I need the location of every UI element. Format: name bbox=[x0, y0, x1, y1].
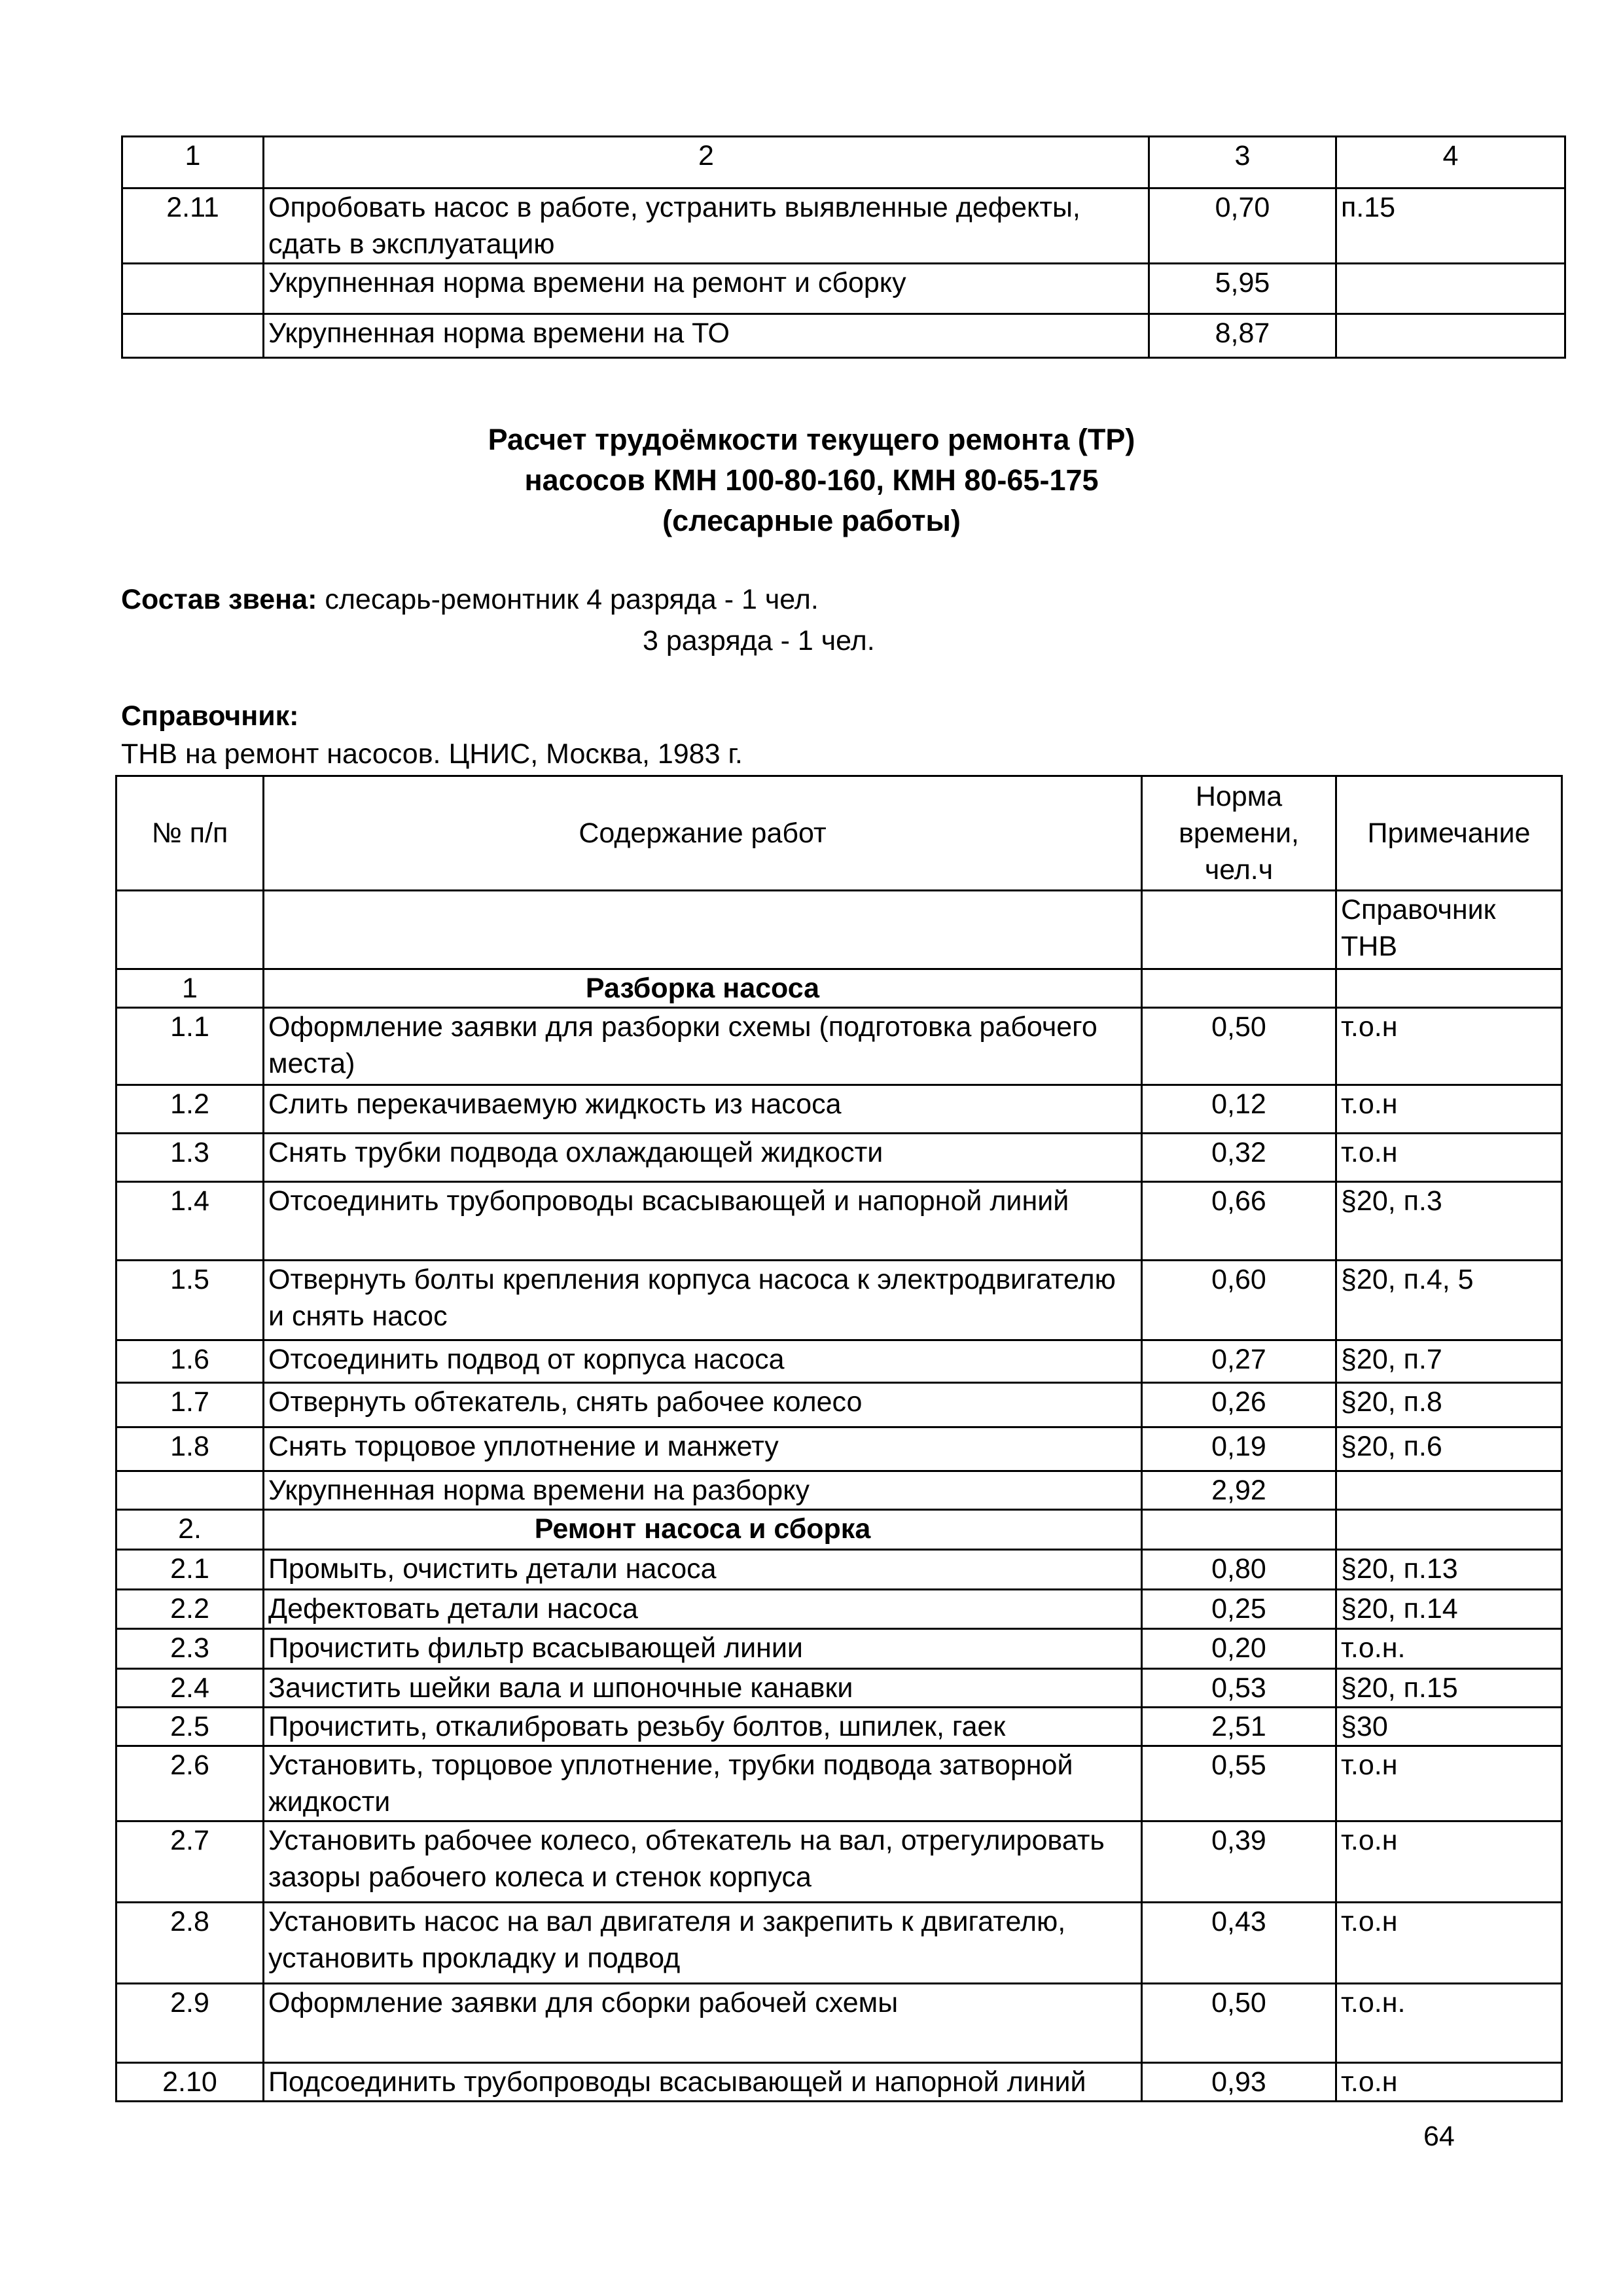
row-number: 1.6 bbox=[116, 1340, 264, 1383]
row-note: §20, п.7 bbox=[1336, 1340, 1562, 1383]
row-note: т.о.н bbox=[1336, 1746, 1562, 1821]
table-row bbox=[116, 1471, 1562, 1510]
page-number: 64 bbox=[1423, 2121, 1455, 2152]
row-number: 2.5 bbox=[116, 1708, 264, 1746]
reference-text: ТНВ на ремонт насосов. ЦНИС, Москва, 1983 г. bbox=[121, 738, 743, 770]
row-norm: 0,12 bbox=[1142, 1085, 1336, 1134]
row-note: т.о.н. bbox=[1336, 1629, 1562, 1669]
row-text: Оформление заявки для разборки схемы (подготовка рабочего места) bbox=[264, 1008, 1142, 1085]
table-row bbox=[116, 1550, 1562, 1590]
row-note bbox=[1336, 264, 1565, 314]
row-note: §20, п.4, 5 bbox=[1336, 1261, 1562, 1340]
row-note: т.о.н. bbox=[1336, 1984, 1562, 2063]
table-row bbox=[116, 1383, 1562, 1427]
row-number bbox=[122, 264, 264, 314]
row-note: §20, п.15 bbox=[1336, 1669, 1562, 1708]
table-row bbox=[116, 1261, 1562, 1340]
row-note bbox=[1336, 1510, 1562, 1550]
row-note: т.о.н bbox=[1336, 1821, 1562, 1903]
column-number: 2 bbox=[264, 137, 1149, 188]
row-text: Дефектовать детали насоса bbox=[264, 1590, 1142, 1629]
row-note: т.о.н bbox=[1336, 1085, 1562, 1134]
row-number: 1.8 bbox=[116, 1427, 264, 1471]
table-row bbox=[116, 1340, 1562, 1383]
row-text: Разборка насоса bbox=[264, 969, 1142, 1008]
header-norm: Норма времени, чел.ч bbox=[1142, 776, 1336, 891]
table-row bbox=[116, 1984, 1562, 2063]
table-subheader-row bbox=[116, 891, 1562, 969]
row-note bbox=[1336, 1471, 1562, 1510]
row-text: Снять торцовое уплотнение и манжету bbox=[264, 1427, 1142, 1471]
row-number: 2.11 bbox=[122, 188, 264, 264]
table-row bbox=[122, 188, 1565, 264]
column-number: 3 bbox=[1149, 137, 1336, 188]
crew-label: Состав звена: bbox=[121, 584, 317, 615]
row-norm: 0,60 bbox=[1142, 1261, 1336, 1340]
row-number: 1.7 bbox=[116, 1383, 264, 1427]
table-row bbox=[122, 264, 1565, 314]
table-row bbox=[116, 1746, 1562, 1821]
row-text: Промыть, очистить детали насоса bbox=[264, 1550, 1142, 1590]
row-number: 2.3 bbox=[116, 1629, 264, 1669]
empty-cell bbox=[1142, 891, 1336, 969]
page-title-line-3: (слесарные работы) bbox=[662, 504, 961, 537]
header-note: Примечание bbox=[1336, 776, 1562, 891]
row-norm: 0,93 bbox=[1142, 2063, 1336, 2102]
row-number: 1.1 bbox=[116, 1008, 264, 1085]
empty-cell bbox=[264, 891, 1142, 969]
table-row bbox=[116, 2063, 1562, 2102]
row-text: Оформление заявки для сборки рабочей схемы bbox=[264, 1984, 1142, 2063]
row-text: Зачистить шейки вала и шпоночные канавки bbox=[264, 1669, 1142, 1708]
row-text: Прочистить, откалибровать резьбу болтов, шпилек, гаек bbox=[264, 1708, 1142, 1746]
row-number bbox=[122, 314, 264, 358]
row-number: 2. bbox=[116, 1510, 264, 1550]
row-number: 1.2 bbox=[116, 1085, 264, 1134]
top-table bbox=[121, 135, 1566, 359]
row-norm: 8,87 bbox=[1149, 314, 1336, 358]
row-norm: 0,50 bbox=[1142, 1008, 1336, 1085]
row-norm: 0,32 bbox=[1142, 1134, 1336, 1182]
row-norm: 0,20 bbox=[1142, 1629, 1336, 1669]
table-header-row bbox=[122, 137, 1565, 188]
row-note: §20, п.3 bbox=[1336, 1182, 1562, 1261]
row-norm: 0,50 bbox=[1142, 1984, 1336, 2063]
row-note bbox=[1336, 314, 1565, 358]
row-text: Укрупненная норма времени на разборку bbox=[264, 1471, 1142, 1510]
row-text: Установить рабочее колесо, обтекатель на вал, отрегулировать зазоры рабочего колеса и стенок корпуса bbox=[264, 1821, 1142, 1903]
column-number: 4 bbox=[1336, 137, 1565, 188]
row-number: 2.7 bbox=[116, 1821, 264, 1903]
row-text: Слить перекачиваемую жидкость из насоса bbox=[264, 1085, 1142, 1134]
row-note: п.15 bbox=[1336, 188, 1565, 264]
row-number: 2.9 bbox=[116, 1984, 264, 2063]
row-note: т.о.н bbox=[1336, 1903, 1562, 1984]
column-number: 1 bbox=[122, 137, 264, 188]
row-norm: 0,19 bbox=[1142, 1427, 1336, 1471]
row-norm: 0,39 bbox=[1142, 1821, 1336, 1903]
row-norm: 2,51 bbox=[1142, 1708, 1336, 1746]
crew-line bbox=[121, 584, 819, 616]
row-norm bbox=[1142, 1510, 1336, 1550]
row-text: Опробовать насос в работе, устранить выявленные дефекты, сдать в эксплуатацию bbox=[264, 188, 1149, 264]
row-norm: 0,25 bbox=[1142, 1590, 1336, 1629]
table-row bbox=[116, 1182, 1562, 1261]
row-number: 2.4 bbox=[116, 1669, 264, 1708]
reference-label: Справочник: bbox=[121, 700, 299, 732]
row-norm: 0,43 bbox=[1142, 1903, 1336, 1984]
row-note bbox=[1336, 969, 1562, 1008]
header-number: № п/п bbox=[116, 776, 264, 891]
row-text: Установить насос на вал двигателя и закрепить к двигателю, установить прокладку и подвод bbox=[264, 1903, 1142, 1984]
row-note: §30 bbox=[1336, 1708, 1562, 1746]
crew-line-1: слесарь-ремонтник 4 разряда - 1 чел. bbox=[325, 584, 819, 615]
row-text: Установить, торцовое уплотнение, трубки подвода затворной жидкости bbox=[264, 1746, 1142, 1821]
row-norm bbox=[1142, 969, 1336, 1008]
row-note: §20, п.14 bbox=[1336, 1590, 1562, 1629]
row-text: Отсоединить трубопроводы всасывающей и напорной линий bbox=[264, 1182, 1142, 1261]
row-number: 1.4 bbox=[116, 1182, 264, 1261]
table-row bbox=[116, 1590, 1562, 1629]
row-norm: 0,27 bbox=[1142, 1340, 1336, 1383]
row-text: Отсоединить подвод от корпуса насоса bbox=[264, 1340, 1142, 1383]
row-norm: 0,55 bbox=[1142, 1746, 1336, 1821]
row-note: т.о.н bbox=[1336, 1134, 1562, 1182]
row-number: 2.2 bbox=[116, 1590, 264, 1629]
table-row bbox=[116, 1669, 1562, 1708]
row-text: Отвернуть обтекатель, снять рабочее колесо bbox=[264, 1383, 1142, 1427]
table-header-row bbox=[116, 776, 1562, 891]
crew-line-2: 3 разряда - 1 чел. bbox=[643, 625, 875, 656]
row-note: §20, п.6 bbox=[1336, 1427, 1562, 1471]
empty-cell bbox=[116, 891, 264, 969]
row-note: §20, п.13 bbox=[1336, 1550, 1562, 1590]
table-row bbox=[116, 1629, 1562, 1669]
row-number: 1.5 bbox=[116, 1261, 264, 1340]
section-row bbox=[116, 969, 1562, 1008]
row-number: 1.3 bbox=[116, 1134, 264, 1182]
row-norm: 2,92 bbox=[1142, 1471, 1336, 1510]
table-row bbox=[116, 1008, 1562, 1085]
row-note: т.о.н bbox=[1336, 2063, 1562, 2102]
section-row bbox=[116, 1510, 1562, 1550]
row-norm: 0,26 bbox=[1142, 1383, 1336, 1427]
table-row bbox=[122, 314, 1565, 358]
row-text: Ремонт насоса и сборка bbox=[264, 1510, 1142, 1550]
row-note: т.о.н bbox=[1336, 1008, 1562, 1085]
table-row bbox=[116, 1085, 1562, 1134]
table-row bbox=[116, 1903, 1562, 1984]
row-number: 2.10 bbox=[116, 2063, 264, 2102]
row-note: §20, п.8 bbox=[1336, 1383, 1562, 1427]
row-text: Отвернуть болты крепления корпуса насоса к электродвигателю и снять насос bbox=[264, 1261, 1142, 1340]
row-number: 1 bbox=[116, 969, 264, 1008]
page-title-line-1: Расчет трудоёмкости текущего ремонта (ТР) bbox=[488, 423, 1135, 456]
table-row bbox=[116, 1821, 1562, 1903]
row-number: 2.1 bbox=[116, 1550, 264, 1590]
row-text: Прочистить фильтр всасывающей линии bbox=[264, 1629, 1142, 1669]
table-row bbox=[116, 1134, 1562, 1182]
row-text: Укрупненная норма времени на ремонт и сборку bbox=[264, 264, 1149, 314]
row-text: Подсоединить трубопроводы всасывающей и напорной линий bbox=[264, 2063, 1142, 2102]
row-norm: 0,53 bbox=[1142, 1669, 1336, 1708]
table-row bbox=[116, 1427, 1562, 1471]
row-number: 2.6 bbox=[116, 1746, 264, 1821]
header-text: Содержание работ bbox=[264, 776, 1142, 891]
row-norm: 0,66 bbox=[1142, 1182, 1336, 1261]
row-norm: 0,80 bbox=[1142, 1550, 1336, 1590]
row-norm: 0,70 bbox=[1149, 188, 1336, 264]
table-row bbox=[116, 1708, 1562, 1746]
page-title-line-2: насосов КМН 100-80-160, КМН 80-65-175 bbox=[524, 463, 1099, 497]
row-text: Укрупненная норма времени на ТО bbox=[264, 314, 1149, 358]
labor-table bbox=[115, 775, 1563, 2102]
row-number bbox=[116, 1471, 264, 1510]
row-text: Снять трубки подвода охлаждающей жидкости bbox=[264, 1134, 1142, 1182]
row-number: 2.8 bbox=[116, 1903, 264, 1984]
subheader-note: Справочник ТНВ bbox=[1336, 891, 1562, 969]
row-norm: 5,95 bbox=[1149, 264, 1336, 314]
